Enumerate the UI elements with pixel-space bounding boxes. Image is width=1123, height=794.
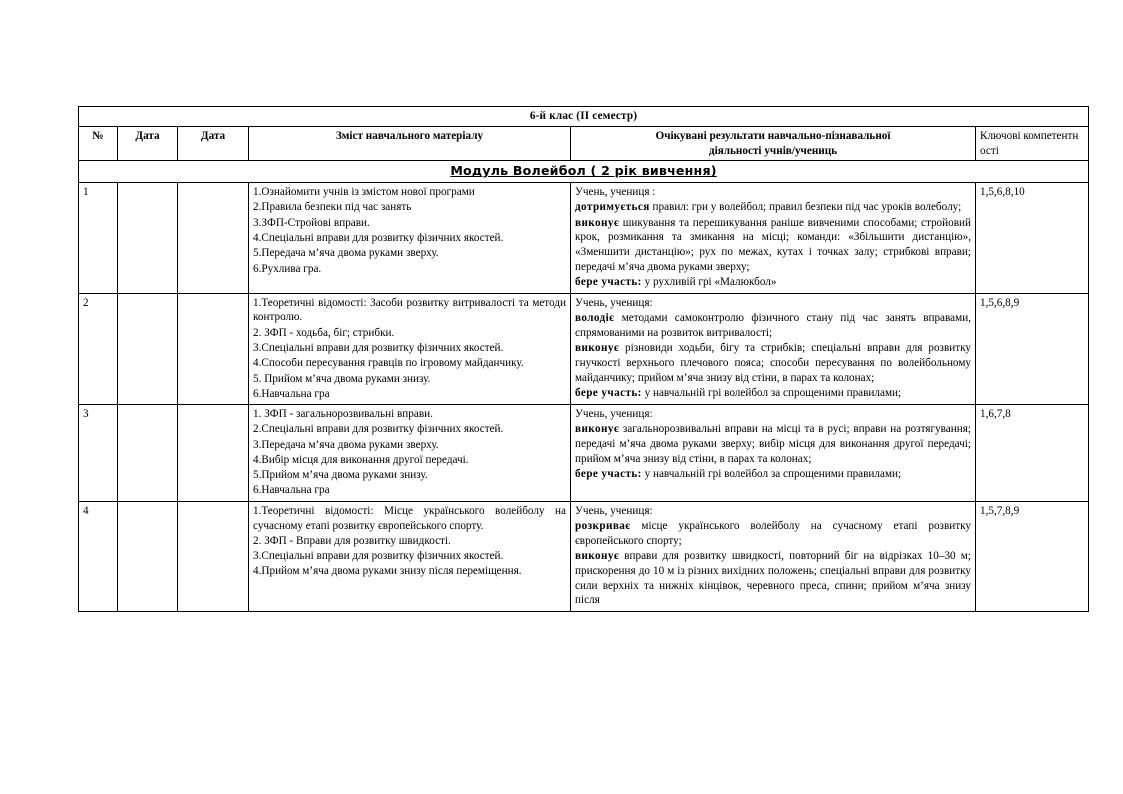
column-header-competencies: Ключові компетентн ості bbox=[976, 126, 1089, 161]
results-item bbox=[575, 200, 971, 215]
table-row bbox=[79, 405, 1089, 502]
results-item bbox=[575, 467, 971, 482]
results-item bbox=[575, 422, 971, 466]
module-header-cell bbox=[79, 161, 1089, 183]
column-header-date-1: Дата bbox=[118, 126, 178, 161]
cell-lesson-content bbox=[249, 405, 571, 502]
cell-lesson-number: 2 bbox=[79, 293, 118, 404]
column-header-results-line-2: діяльності учнів/учениць bbox=[708, 144, 838, 157]
content-line: 5. Прийом м’яча двома руками знизу. bbox=[253, 372, 431, 385]
results-item-text: правил: гри у волейбол; правил безпеки під час уроків волеболу; bbox=[649, 201, 962, 214]
results-item-lead: виконує bbox=[575, 216, 620, 229]
module-header-text: Модуль Волейбол ( 2 рік вивчення) bbox=[450, 163, 717, 179]
results-item bbox=[575, 311, 971, 341]
content-line: 4.Способи пересування гравців по ігровому майданчику. bbox=[253, 357, 524, 370]
column-header-results bbox=[571, 126, 976, 161]
cell-expected-results bbox=[571, 501, 976, 611]
results-item-text: різновиди ходьби, бігу та стрибків; спеціальні вправи для розвитку гнучкості верхнього плечового пояса; способи пересування по волейбольному майданчику; прийом м’яча знизу від стіни, в парах та колонах; bbox=[575, 341, 971, 384]
cell-key-competencies: 1,6,7,8 bbox=[976, 405, 1089, 502]
content-line: 5.Передача м’яча двома руками зверху. bbox=[253, 247, 439, 260]
cell-date-2[interactable] bbox=[178, 501, 249, 611]
results-intro: Учень, учениця: bbox=[575, 408, 653, 421]
results-intro: Учень, учениця: bbox=[575, 504, 653, 517]
content-line: 1.Теоретичні відомості: Місце українського волейболу на сучасному етапі розвитку європейського спорту. bbox=[253, 504, 566, 532]
results-intro: Учень, учениця : bbox=[575, 186, 656, 199]
content-line: 3.Спеціальні вправи для розвитку фізичних якостей. bbox=[253, 550, 504, 563]
results-item-text: загальнорозвивальні вправи на місці та в русі; вправи на розтягування; передачі м’яча двома руками зверху; вибір місця для виконання другої передачі; прийом м’яча знизу від стіни, в парах та колонах; bbox=[575, 423, 971, 465]
results-item bbox=[575, 519, 971, 549]
content-line: 6.Рухлива гра. bbox=[253, 262, 322, 275]
content-line: 6.Навчальна гра bbox=[253, 387, 330, 400]
content-line: 4.Вибір місця для виконання другої передачі. bbox=[253, 453, 469, 466]
table-row bbox=[79, 183, 1089, 293]
content-line: 3.Спеціальні вправи для розвитку фізичних якостей. bbox=[253, 341, 504, 354]
content-line: 6.Навчальна гра bbox=[253, 484, 330, 497]
results-item-lead: володіє bbox=[575, 311, 615, 324]
results-item-lead: виконує bbox=[575, 550, 620, 563]
results-item-text: у рухливій грі «Малюкбол» bbox=[641, 276, 777, 289]
column-header-number: № bbox=[79, 126, 118, 161]
cell-key-competencies: 1,5,6,8,10 bbox=[976, 183, 1089, 293]
content-line: 3.Передача м’яча двома руками зверху. bbox=[253, 438, 439, 451]
results-item bbox=[575, 549, 971, 608]
results-item-lead: виконує bbox=[575, 341, 620, 354]
cell-lesson-content bbox=[249, 183, 571, 293]
results-item bbox=[575, 341, 971, 385]
content-line: 3.ЗФП-Стройові вправи. bbox=[253, 216, 370, 229]
cell-lesson-content bbox=[249, 501, 571, 611]
results-item-text: шикування та перешикування раніше вивченими способами; стройовий крок, розмикання та змикання на місці; команди: «Збільшити дистанцію», «Зменшити дистанцію»; рух по межах, кутах і точках залу; стрибкові вправи; передачі м’яча двома руками зверху; bbox=[575, 216, 971, 274]
results-item-lead: бере участь: bbox=[575, 276, 642, 289]
results-item-text: вправи для розвитку швидкості, повторний біг на відрізках 10–30 м; прискорення до 10 м із різних вихідних положень; спеціальні вправи для розвитку сили верхніх та нижніх кінцівок, черевного преса, спини; прийом м’яча знизу після bbox=[575, 550, 971, 607]
results-item-text: методами самоконтролю фізичного стану під час занять вправами, спрямованими на розвиток витривалості; bbox=[575, 311, 971, 339]
cell-lesson-number: 3 bbox=[79, 405, 118, 502]
cell-date-1[interactable] bbox=[118, 293, 178, 404]
results-item-lead: дотримується bbox=[575, 201, 650, 214]
content-line: 1.Теоретичні відомості: Засоби розвитку витривалості та методи контролю. bbox=[253, 296, 566, 324]
content-line: 4.Прийом м’яча двома руками знизу після переміщення. bbox=[253, 565, 522, 578]
cell-key-competencies: 1,5,6,8,9 bbox=[976, 293, 1089, 404]
cell-date-2[interactable] bbox=[178, 405, 249, 502]
cell-lesson-number: 1 bbox=[79, 183, 118, 293]
cell-date-1[interactable] bbox=[118, 501, 178, 611]
table-row bbox=[79, 293, 1089, 404]
results-intro: Учень, учениця: bbox=[575, 296, 653, 309]
results-item-lead: бере участь: bbox=[575, 386, 642, 399]
results-item-text: у навчальній грі волейбол за спрощеними правилами; bbox=[641, 386, 902, 399]
column-header-content: Зміст навчального матеріалу bbox=[249, 126, 571, 161]
content-line: 2. ЗФП - ходьба, біг; стрибки. bbox=[253, 326, 395, 339]
column-header-date-2: Дата bbox=[178, 126, 249, 161]
content-line: 1.Ознайомити учнів із змістом нової програми bbox=[253, 186, 475, 199]
lesson-plan-table bbox=[78, 106, 1089, 612]
results-item-lead: розкриває bbox=[575, 520, 631, 533]
results-item-text: місце українського волейболу на сучасному етапі розвитку європейського спорту; bbox=[575, 520, 971, 547]
content-line: 2. ЗФП - Вправи для розвитку швидкості. bbox=[253, 534, 451, 547]
cell-key-competencies: 1,5,7,8,9 bbox=[976, 501, 1089, 611]
results-item-lead: виконує bbox=[575, 423, 620, 436]
table-row bbox=[79, 501, 1089, 611]
content-line: 2.Спеціальні вправи для розвитку фізичних якостей. bbox=[253, 423, 504, 436]
cell-date-2[interactable] bbox=[178, 183, 249, 293]
cell-date-1[interactable] bbox=[118, 405, 178, 502]
cell-lesson-content bbox=[249, 293, 571, 404]
table-title-row bbox=[79, 107, 1089, 127]
cell-expected-results bbox=[571, 183, 976, 293]
table-header-row bbox=[79, 126, 1089, 161]
results-item bbox=[575, 275, 971, 290]
content-line: 5.Прийом м’яча двома руками знизу. bbox=[253, 469, 428, 482]
cell-expected-results bbox=[571, 293, 976, 404]
cell-lesson-number: 4 bbox=[79, 501, 118, 611]
content-line: 2.Правила безпеки під час занять bbox=[253, 201, 412, 214]
results-item bbox=[575, 386, 971, 401]
cell-date-1[interactable] bbox=[118, 183, 178, 293]
cell-date-2[interactable] bbox=[178, 293, 249, 404]
results-item-text: у навчальній грі волейбол за спрощеними правилами; bbox=[641, 468, 902, 481]
content-line: 4.Спеціальні вправи для розвитку фізичних якостей. bbox=[253, 231, 504, 244]
results-item-lead: бере участь: bbox=[575, 468, 642, 481]
column-header-results-line-1: Очікувані результати навчально-пізнавальної bbox=[655, 129, 891, 142]
cell-expected-results bbox=[571, 405, 976, 502]
table-body bbox=[79, 107, 1089, 612]
content-line: 1. ЗФП - загальнорозвивальні вправи. bbox=[253, 408, 433, 421]
module-header-row bbox=[79, 161, 1089, 183]
results-item bbox=[575, 216, 971, 275]
page-title: 6-й клас (II семестр) bbox=[79, 107, 1089, 127]
